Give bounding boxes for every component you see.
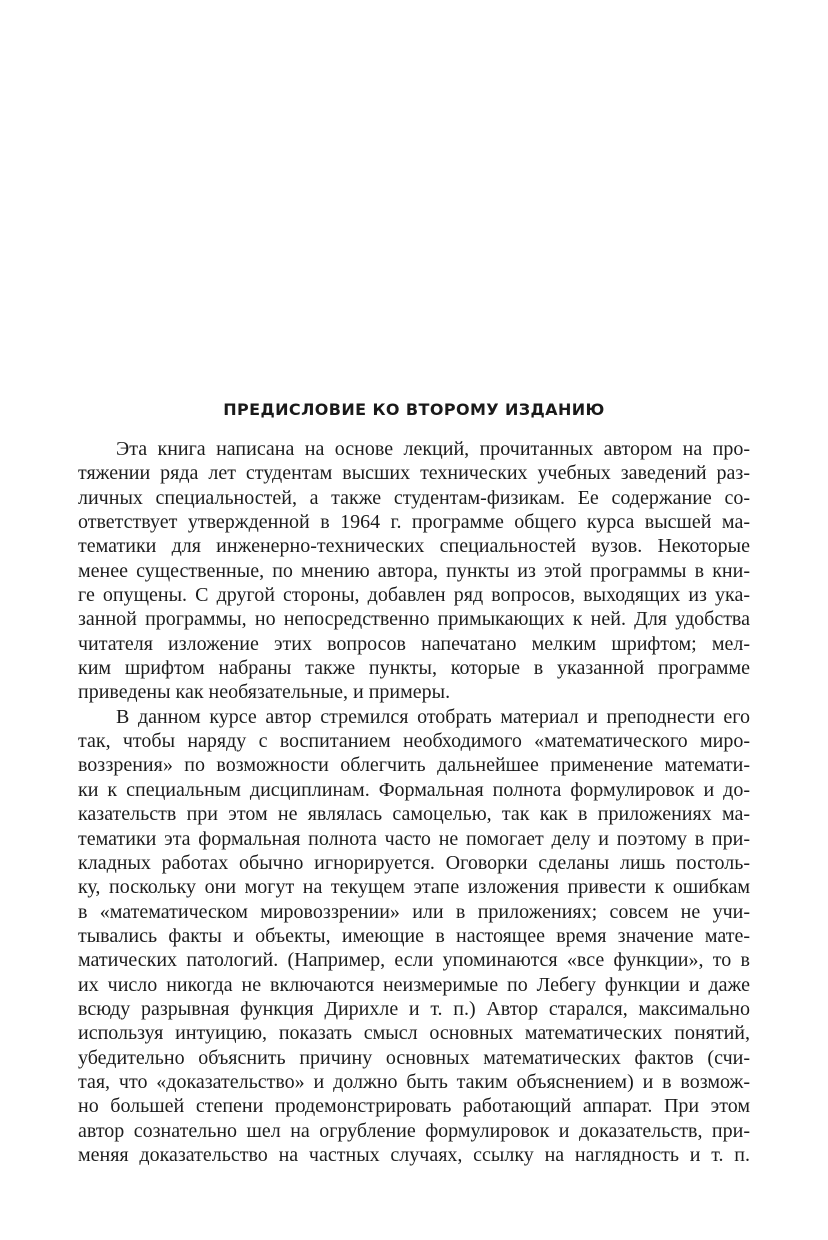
text-line: кладных работах обычно игнорируется. Оговорки сделаны лишь постоль- [78,851,750,874]
text-line: читателя изложение этих вопросов напечатано мелким шрифтом; мел- [78,632,750,655]
text-line: ку, поскольку они могут на текущем этапе изложения привести к ошибкам [78,876,750,899]
text-line: матических патологий. (Например, если упоминаются «все функции», то в [78,949,750,972]
text-line: ким шрифтом набраны также пункты, которые в указанной программе [78,657,750,680]
text-line: ответствует утвержденной в 1964 г. программе общего курса высшей ма- [78,511,750,534]
paragraph-1 [78,437,750,705]
text-line: в «математическом мировоззрении» или в приложениях; совсем не учи- [78,900,750,923]
text-line: казательств при этом не являлась самоцелью, так как в приложениях ма- [78,803,750,826]
text-line: В данном курсе автор стремился отобрать материал и преподнести его [116,705,750,728]
text-line: личных специальностей, а также студентам-физикам. Ее содержание со- [78,486,750,509]
page-title: ПРЕДИСЛОВИЕ КО ВТОРОМУ ИЗДАНИЮ [223,400,605,419]
text-line: но большей степени продемонстрировать работающий аппарат. При этом [78,1095,750,1118]
text-line: занной программы, но непосредственно примыкающих к ней. Для удобства [78,608,750,631]
text-line: их число никогда не включаются неизмеримые по Лебегу функции и даже [78,973,750,996]
text-line: всюду разрывная функция Дирихле и т. п.) Автор старался, максимально [78,997,750,1020]
text-line: убедительно объяснить причину основных математических фактов (счи- [78,1046,750,1069]
text-line: меняя доказательство на частных случаях, ссылку на наглядность и т. п. [78,1143,750,1166]
text-line: воззрения» по возможности облегчить дальнейшее применение математи- [78,754,750,777]
text-line: ки к специальным дисциплинам. Формальная полнота формулировок и до- [78,778,750,801]
text-line: так, чтобы наряду с воспитанием необходимого «математического миро- [78,730,750,753]
text-line: Эта книга написана на основе лекций, прочитанных автором на про- [116,438,750,460]
text-line: тяжении ряда лет студентам высших технических учебных заведений раз- [78,462,750,485]
text-line: менее существенные, по мнению автора, пункты из этой программы в кни- [78,559,750,582]
text-line: ге опущены. С другой стороны, добавлен ряд вопросов, выходящих из ука- [78,584,750,607]
text-line: тывались факты и объекты, имеющие в настоящее время значение мате- [78,924,750,947]
text-line: автор сознательно шел на огрубление формулировок и доказательств, при- [78,1119,750,1142]
text-line: приведены как необязательные, и примеры. [78,681,451,704]
text-line: тая, что «доказательство» и должно быть таким объяснением) и в возмож- [78,1070,750,1093]
body-text [78,437,750,1167]
paragraph-2 [78,705,750,1168]
text-line: тематики для инженерно-технических специальностей вузов. Некоторые [78,535,750,558]
text-line: используя интуицию, показать смысл основных математических понятий, [78,1022,750,1045]
text-line: тематики эта формальная полнота часто не помогает делу и поэтому в при- [78,827,750,850]
